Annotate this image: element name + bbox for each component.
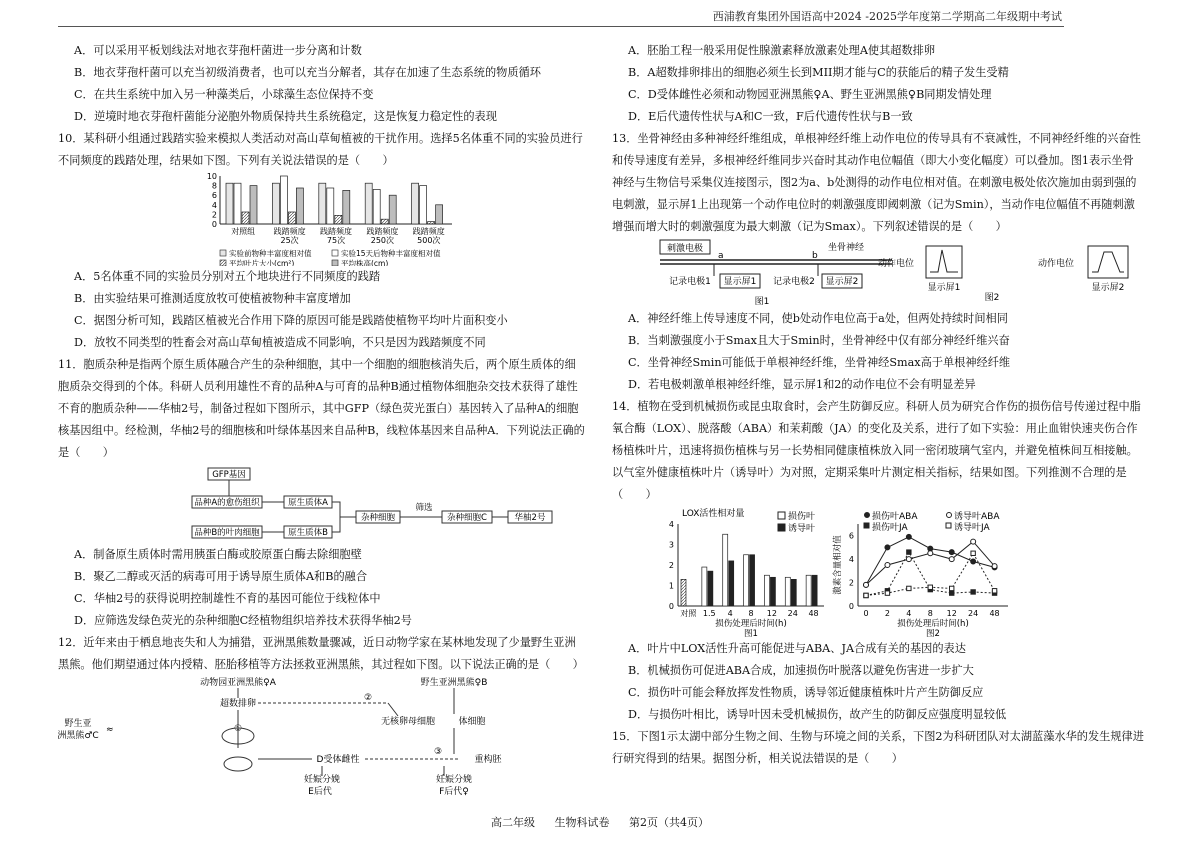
bar — [365, 183, 372, 224]
bar — [785, 577, 790, 606]
q14-option-b: B．机械损伤可促进ABA合成，加速损伤叶脱落以避免伤害进一步扩大 — [628, 664, 974, 677]
pregnancy-1-label: 妊娠分娩 — [303, 775, 341, 785]
step-3-label: ③ — [433, 747, 443, 757]
footer-subject: 生物科试卷 — [554, 816, 610, 829]
wild-bear-c-line1: 野生亚 — [64, 719, 92, 729]
legend-entry: 损伤叶 — [788, 512, 816, 522]
x-tick-label: 500次 — [417, 236, 441, 245]
wild-bear-b-label: 野生亚洲黑熊♀B — [420, 678, 488, 688]
q12-figure — [58, 676, 586, 796]
step-1-label: ① — [233, 724, 243, 734]
screen-1-label: 显示屏1 — [723, 277, 757, 287]
superovulation-label: 超数排卵 — [219, 699, 257, 709]
data-point — [992, 589, 996, 593]
data-point — [907, 550, 911, 554]
x-tick-label: 25次 — [280, 236, 299, 245]
legend-entry: 平均株高(cm) — [341, 259, 389, 266]
reconstructed-embryo-label: 重构胚 — [474, 755, 502, 765]
bar — [806, 575, 811, 606]
y-tick-label: 4 — [668, 520, 674, 529]
bar — [750, 555, 755, 606]
q10-option-b: B．由实验结果可推测适度放牧可使植被物种丰富度增加 — [74, 292, 351, 305]
y-tick-label: 6 — [848, 531, 854, 541]
page-header — [0, 0, 1200, 36]
q10-option-d: D．放牧不同类型的牲畜会对高山草甸植被造成不同影响，不只是因为践踏频度不同 — [74, 336, 486, 349]
legend-swatch — [332, 250, 338, 256]
sciatic-nerve-label: 坐骨神经 — [827, 243, 865, 253]
q13-option-d: D．若电极刺激单根神经纤维，显示屏1和2的动作电位不会有明显差异 — [628, 378, 976, 391]
x-tick-label: 48 — [989, 609, 1000, 618]
data-point — [949, 557, 954, 562]
legend-entry: 平均叶片大小(cm²) — [229, 259, 295, 266]
q12-option-a: A．胚胎工程一般采用促性腺激素释放激素处理A使其超数排卵 — [628, 44, 936, 57]
bar — [428, 222, 435, 224]
q10-option-c: C．据图分析可知，践踏区植被光合作用下降的原因可能是践踏使植物平均叶片面积变小 — [74, 314, 508, 327]
step-2-label: ② — [363, 693, 373, 703]
x-tick-label: 250次 — [370, 236, 395, 245]
wild-bear-c-line2: 洲黑熊♂C — [58, 731, 99, 741]
data-point — [906, 557, 911, 562]
y-tick-label: 3 — [668, 540, 674, 550]
protoplast-a-label: 原生质体A — [288, 498, 328, 508]
bar — [242, 212, 249, 224]
q11-option-c: C．华柚2号的获得说明控制雄性不育的基因可能位于线粒体中 — [74, 592, 381, 605]
hybrid-cell-label: 杂种细胞 — [360, 513, 396, 523]
ap-trace-1 — [930, 250, 958, 272]
x-tick-label: 12 — [766, 609, 777, 618]
bar — [436, 205, 443, 224]
point-b-label: b — [812, 251, 818, 261]
legend-swatch — [778, 512, 785, 519]
x-tick-label: 2 — [884, 609, 890, 618]
q14-charts — [612, 506, 1144, 638]
bar — [373, 189, 380, 224]
header-rule — [58, 26, 1064, 27]
x-tick-label: 践踏频度 — [273, 227, 306, 236]
chart1-title: LOX活性相对量 — [682, 509, 745, 519]
chart1-figure: 图1 — [744, 629, 758, 638]
bar — [250, 186, 257, 224]
ap-trace-2 — [1092, 252, 1124, 272]
q12-option-d: D．E后代遗传性状与A和C一致，F后代遗传性状与B一致 — [628, 110, 913, 123]
chart2-ylabel: 激素含量相对值 — [833, 535, 843, 595]
bar — [708, 571, 713, 606]
pregnancy-2-label: 妊娠分娩 — [435, 775, 473, 785]
stim-electrode-label: 刺激电极 — [666, 244, 704, 254]
data-point — [928, 585, 932, 589]
data-point — [906, 534, 911, 539]
x-tick-label: 践踏频度 — [412, 227, 445, 236]
q9-option-b: B．地衣芽孢杆菌可以充当初级消费者，也可以充当分解者，其存在加速了生态系统的物质循环 — [74, 66, 541, 79]
data-point — [907, 586, 911, 590]
x-tick-label: 48 — [808, 609, 819, 618]
q14-stem: 14．植物在受到机械损伤或昆虫取食时，会产生防御反应。科研人员为研究合作伤的损伤信号传递过程中脂氧合酶（LOX）、脱落酸（ABA）和茉莉酸（JA）的变化及关系，进行了如下实验：用止血钳快速夹伤合作杨植株叶片，迅速将损伤植株与另一长势相同健康植株放入同一密闭玻璃气室内，并避免植株间互相接触。以气室外健康植株叶片（诱导叶）为对照，定期采集叶片测定相关指标，结果如图。下列推测不合理的是（ ） — [612, 400, 1141, 501]
y-tick-label: 6 — [211, 191, 217, 201]
callus-a-label: 品种A的愈伤组织 — [194, 498, 260, 508]
legend-swatch — [332, 260, 338, 266]
data-point — [971, 590, 975, 594]
bar — [744, 555, 749, 606]
left-column — [58, 40, 586, 796]
q13-option-b: B．当刺激强度小于Smax且大于Smin时，坐骨神经中仅有部分神经纤维兴奋 — [628, 334, 1010, 347]
q12-flow-diagram — [58, 676, 586, 796]
legend-marker — [865, 513, 870, 518]
q10-bar-chart — [58, 172, 586, 266]
q12-stem: 12．近年来由于栖息地丧失和人为捕猎，亚洲黑熊数量骤减，近日动物学家在某林地发现了少量野生亚洲黑熊。他们期望通过体内授精、胚胎移植等方法拯救亚洲黑熊，其过程如下图。以下说法正确的是（ ） — [58, 636, 584, 671]
legend-entry: 诱导叶ABA — [954, 512, 1000, 522]
record-electrode-1-label: 记录电极1 — [669, 277, 711, 287]
q11-figure — [58, 464, 586, 544]
screen-2-caption: 显示屏2 — [1091, 283, 1125, 293]
data-point — [864, 582, 869, 587]
recipient-d-label: D受体雌性 — [316, 755, 360, 765]
q9-option-a: A．可以采用平板划线法对地衣芽孢杆菌进一步分离和计数 — [74, 44, 362, 57]
bar — [280, 176, 287, 224]
q10-stem: 10．某科研小组通过践踏实验来模拟人类活动对高山草甸植被的干扰作用。选择5名体重不同的实验员进行不同频度的践踏处理，结果如下图。下列有关说法错误的是（ ） — [58, 132, 583, 167]
figure-1-caption: 图1 — [754, 297, 770, 307]
x-tick-label: 8 — [927, 609, 933, 618]
data-point — [864, 593, 868, 597]
x-tick-label: 践踏频度 — [320, 227, 352, 236]
y-tick-label: 0 — [668, 602, 674, 611]
bar — [729, 561, 734, 606]
data-point — [949, 550, 954, 555]
bar — [702, 567, 707, 606]
bar — [381, 219, 388, 224]
q12-option-b: B．A超数排卵排出的细胞必须生长到MII期才能与C的获能后的精子发生受精 — [628, 66, 1009, 79]
x-tick-label: 24 — [787, 609, 798, 618]
right-column — [612, 40, 1144, 770]
y-tick-label: 2 — [211, 210, 217, 220]
legend-swatch — [220, 250, 226, 256]
screen-2-label: 显示屏2 — [825, 277, 859, 287]
x-tick-label: 1.5 — [702, 609, 716, 618]
legend-marker — [864, 523, 869, 528]
screen-label: 筛选 — [415, 503, 433, 513]
bar — [723, 534, 728, 606]
legend-entry: 诱导叶 — [788, 524, 816, 534]
bar — [343, 190, 350, 224]
offspring-f-label: F后代♀ — [439, 787, 469, 796]
ap-label-1: 动作电位 — [877, 259, 915, 269]
x-tick-label: 24 — [968, 609, 979, 618]
x-tick-label: 对照 — [680, 609, 697, 618]
data-point — [971, 539, 976, 544]
q11-flow-diagram — [58, 464, 586, 544]
somatic-cell-label: 体细胞 — [458, 717, 486, 727]
legend-entry: 实验前物种丰富度相对值 — [229, 249, 312, 258]
legend-swatch — [778, 524, 785, 531]
y-tick-label: 4 — [211, 200, 217, 210]
bar — [791, 579, 796, 606]
chart2-xlabel: 损伤处理后时间(h) — [897, 619, 969, 629]
q11-stem: 11．胞质杂种是指两个原生质体融合产生的杂种细胞，其中一个细胞的细胞核消失后，两个原生质体的细胞质杂交得到的个体。科研人员利用雄性不育的品种A与可育的品种B通过植物体细胞杂交技术获得了雄性不育的胞质杂种——华柚2号，制备过程如下图所示，其中GFP（绿色荧光蛋白）基因转入了品种A的细胞核基因组中。经检测，华柚2号的细胞核和叶绿体基因来自品种B，线粒体基因来自品种A．下列说法正确的是（ ） — [58, 358, 585, 459]
bar — [234, 183, 241, 224]
y-tick-label: 2 — [668, 561, 674, 570]
y-tick-label: 8 — [211, 181, 217, 191]
data-point — [928, 551, 933, 556]
data-point — [950, 586, 954, 590]
enucleated-egg-label: 无核卵母细胞 — [380, 717, 436, 727]
q13-option-c: C．坐骨神经Smin可能低于单根神经纤维，坐骨神经Smax高于单根神经纤维 — [628, 356, 1011, 369]
bar — [226, 183, 233, 224]
q14-option-c: C．损伤叶可能会释放挥发性物质，诱导邻近健康植株叶片产生防御反应 — [628, 686, 984, 699]
q13-option-a: A．神经纤维上传导速度不同，使b处动作电位高于a处，但两处持续时间相同 — [628, 312, 1008, 325]
q12-option-c: C．D受体雌性必须和动物园亚洲黑熊♀A、野生亚洲黑熊♀B同期发情处理 — [628, 88, 992, 101]
bar — [335, 215, 342, 224]
legend-entry: 损伤叶ABA — [872, 512, 918, 522]
y-tick-label: 0 — [848, 602, 854, 611]
chart2-figure: 图2 — [926, 629, 940, 638]
bar — [681, 579, 686, 606]
gfp-label: GFP基因 — [212, 470, 246, 480]
ap-label-2: 动作电位 — [1037, 259, 1075, 269]
mesophyll-b-label: 品种B的叶肉细胞 — [194, 528, 260, 538]
bar — [319, 183, 326, 224]
footer-page: 第2页（共4页） — [629, 816, 709, 829]
x-tick-label: 对照组 — [231, 227, 256, 236]
q10-option-a: A．5名体重不同的实验员分别对五个地块进行不同频度的践踏 — [74, 270, 381, 283]
data-point — [885, 563, 890, 568]
figure-2-caption: 图2 — [984, 293, 1000, 303]
data-point — [971, 559, 976, 564]
y-tick-label: 10 — [206, 172, 217, 181]
legend-marker — [946, 523, 951, 528]
q11-option-b: B．聚乙二醇或灭活的病毒可用于诱导原生质体A和B的融合 — [74, 570, 368, 583]
bar — [296, 188, 303, 224]
bar — [770, 577, 775, 606]
bar — [412, 183, 419, 224]
data-point — [885, 545, 890, 550]
data-point — [992, 564, 997, 569]
q13-stem: 13．坐骨神经由多种神经纤维组成，单根神经纤维上动作电位的传导具有不衰减性，不同神经纤维的兴奋性和传导速度有差异，多根神经纤维同步兴奋时其动作电位幅值（即大小变化幅度）可以叠加。图1表示坐骨神经与生物信号采集仪连接图示，图2为a、b处测得的动作电位相对值。在刺激电极处依次施加由弱到强的电刺激，显示屏1上出现第一个动作电位时的刺激强度即阈刺激（记为Smin），当动作电位幅值不再随刺激增强而增大时的刺激强度为最大刺激（记为Smax）。下列叙述错误的是（ ） — [612, 132, 1141, 233]
x-tick-label: 12 — [946, 609, 957, 618]
legend-entry: 实验15天后物种丰富度相对值 — [341, 249, 441, 258]
legend-marker — [947, 513, 952, 518]
q14-option-a: A．叶片中LOX活性升高可能促进与ABA、JA合成有关的基因的表达 — [628, 642, 966, 655]
offspring-e-label: E后代 — [308, 787, 332, 796]
legend-entry: 诱导叶JA — [954, 523, 990, 533]
q10-figure — [58, 172, 586, 266]
legend-entry: 损伤叶JA — [872, 523, 908, 533]
footer-grade: 高二年级 — [491, 816, 535, 829]
bar — [389, 195, 396, 224]
data-point — [950, 591, 954, 595]
bar — [812, 575, 817, 606]
sperm-icon: ≈ — [106, 725, 114, 735]
q11-option-d: D．应筛选发绿色荧光的杂种细胞C经植物组织培养技术获得华柚2号 — [74, 614, 412, 627]
huayou-label: 华柚2号 — [514, 513, 546, 523]
y-tick-label: 4 — [848, 555, 854, 565]
x-tick-label: 0 — [863, 609, 869, 618]
legend-swatch — [220, 260, 226, 266]
y-tick-label: 1 — [668, 581, 674, 591]
x-tick-label: 4 — [727, 609, 733, 618]
q13-figure — [612, 238, 1144, 308]
bar — [327, 188, 334, 224]
bar — [288, 212, 295, 224]
data-point — [885, 591, 889, 595]
bar — [764, 575, 769, 606]
data-point — [971, 551, 975, 555]
q14-option-d: D．与损伤叶相比，诱导叶因未受机械损伤，故产生的防御反应强度明显较低 — [628, 708, 1007, 721]
screen-1-caption: 显示屏1 — [927, 283, 961, 293]
y-tick-label: 2 — [848, 578, 854, 588]
chart1-xlabel: 损伤处理后时间(h) — [715, 619, 787, 629]
exam-title: 西浦教育集团外国语高中2024 -2025学年度第二学期高二年级期中考试 — [712, 10, 1062, 23]
bar — [272, 183, 279, 224]
q13-nerve-diagram — [612, 238, 1144, 308]
x-tick-label: 4 — [906, 609, 912, 618]
record-electrode-2-label: 记录电极2 — [773, 277, 815, 287]
q14-figure — [612, 506, 1144, 638]
page-footer — [0, 814, 1200, 830]
x-tick-label: 8 — [748, 609, 754, 618]
q9-option-c: C．在共生系统中加入另一种藻类后，小球藻生态位保持不变 — [74, 88, 374, 101]
q9-option-d: D．逆境时地衣芽孢杆菌能分泌胞外物质保持共生系统稳定，这是恢复力稳定性的表现 — [74, 110, 497, 123]
q15-stem: 15．下图1示太湖中部分生物之间、生物与环境之间的关系，下图2为科研团队对太湖蓝藻水华的发生规律进行研究得到的结果。据图分析，相关说法错误的是（ ） — [612, 730, 1144, 765]
bar — [420, 186, 427, 224]
q11-option-a: A．制备原生质体时需用胰蛋白酶或胶原蛋白酶去除细胞壁 — [74, 548, 362, 561]
protoplast-b-label: 原生质体B — [288, 528, 328, 538]
x-tick-label: 75次 — [326, 236, 346, 245]
x-tick-label: 践踏频度 — [366, 227, 399, 236]
zoo-bear-label: 动物园亚洲黑熊♀A — [200, 678, 276, 688]
point-a-label: a — [718, 251, 724, 261]
y-tick-label: 0 — [211, 220, 217, 229]
hybrid-c-label: 杂种细胞C — [447, 513, 487, 523]
